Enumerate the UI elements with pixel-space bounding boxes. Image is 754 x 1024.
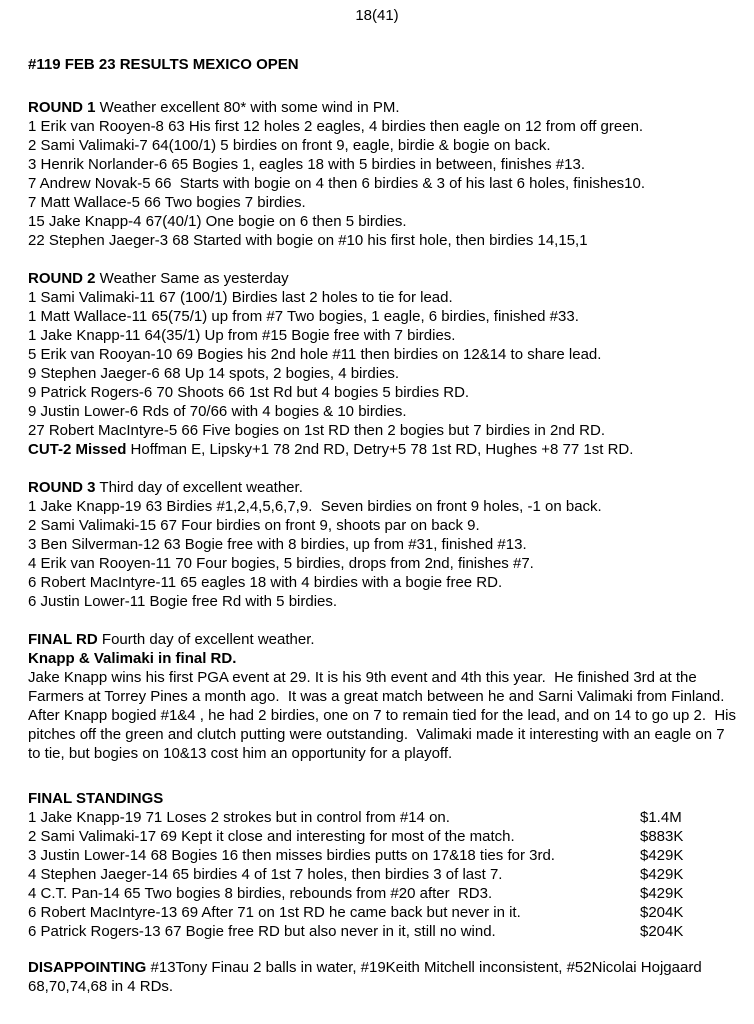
- standings-row: [28, 884, 740, 903]
- final-rd-recap-paragraph: Jake Knapp wins his first PGA event at 29. It is his 9th event and 4th this year. He finished 3rd at the Farmers at Torrey Pines a month ago. It was a great match between he and Sarni Valimaki from Finland. After Knapp bogied #1&4 , he had 2 birdies, one on 7 to remain tied for the lead, and on 14 to go up 2. His pitches off the green and clutch putting were outstanding. Valimaki made it interesting with an eagle on 7 to tie, but bogies on 10&13 cost him an opportunity for a playoff.: [28, 669, 741, 762]
- page-number-container: [0, 6, 754, 25]
- round1-result-line: 7 Andrew Novak-5 66 Starts with bogie on 4 then 6 birdies & 3 of his last 6 holes, finishes10.: [28, 175, 646, 192]
- round1-result-line: 7 Matt Wallace-5 66 Two bogies 7 birdies.: [28, 194, 306, 211]
- standings-description: 4 Stephen Jaeger-14 65 birdies 4 of 1st 7 holes, then birdies 3 of last 7.: [28, 866, 503, 883]
- cut-label: CUT-2 Missed: [28, 441, 127, 458]
- round3-result-line: 1 Jake Knapp-19 63 Birdies #1,2,4,5,6,7,9. Seven birdies on front 9 holes, -1 on back.: [28, 498, 602, 515]
- section-round-3: [28, 478, 740, 611]
- round1-heading: ROUND 1: [28, 99, 96, 116]
- round3-result-line: 4 Erik van Rooyen-11 70 Four bogies, 5 birdies, drops from 2nd, finishes #7.: [28, 555, 534, 572]
- round2-result-line: 1 Sami Valimaki-11 67 (100/1) Birdies last 2 holes to tie for lead.: [28, 289, 453, 306]
- standings-prize: $883K: [640, 828, 684, 845]
- round1-result-line: 15 Jake Knapp-4 67(40/1) One bogie on 6 then 5 birdies.: [28, 213, 407, 230]
- round1-result-line: 1 Erik van Rooyen-8 63 His first 12 holes 2 eagles, 4 birdies then eagle on 12 from off green.: [28, 118, 644, 135]
- round2-heading-line: [28, 269, 740, 288]
- round1-heading-line: [28, 98, 740, 117]
- section-round-2: [28, 269, 740, 459]
- disappointing-heading: DISAPPOINTING: [28, 959, 147, 976]
- standings-description: 3 Justin Lower-14 68 Bogies 16 then misses birdies putts on 17&18 ties for 3rd.: [28, 847, 555, 864]
- round3-result-line: 6 Robert MacIntyre-11 65 eagles 18 with 4 birdies with a bogie free RD.: [28, 574, 503, 591]
- standings-row: [28, 903, 740, 922]
- round3-result-line: 2 Sami Valimaki-15 67 Four birdies on front 9, shoots par on back 9.: [28, 517, 480, 534]
- round2-heading: ROUND 2: [28, 270, 96, 287]
- standings-prize: $204K: [640, 923, 684, 940]
- round3-result-line: 3 Ben Silverman-12 63 Bogie free with 8 birdies, up from #31, finished #13.: [28, 536, 527, 553]
- round2-result-line: 9 Patrick Rogers-6 70 Shoots 66 1st Rd but 4 bogies 5 birdies RD.: [28, 384, 470, 401]
- standings-description: 1 Jake Knapp-19 71 Loses 2 strokes but in control from #14 on.: [28, 809, 450, 826]
- round2-result-line: 27 Robert MacIntyre-5 66 Five bogies on 1st RD then 2 bogies but 7 birdies in 2nd RD.: [28, 422, 605, 439]
- round3-weather: Third day of excellent weather.: [95, 479, 303, 496]
- standings-description: 6 Robert MacIntyre-13 69 After 71 on 1st RD he came back but never in it.: [28, 904, 521, 921]
- final-rd-weather: Fourth day of excellent weather.: [97, 631, 315, 648]
- round1-result-line: 22 Stephen Jaeger-3 68 Started with bogie on #10 his first hole, then birdies 14,15,1: [28, 232, 588, 249]
- final-rd-subheading: Knapp & Valimaki in final RD.: [28, 650, 237, 667]
- standings-row: [28, 808, 740, 827]
- final-standings-heading: FINAL STANDINGS: [28, 790, 164, 807]
- page-number: 18(41): [355, 7, 399, 24]
- standings-prize: $429K: [640, 847, 684, 864]
- round1-result-line: 2 Sami Valimaki-7 64(100/1) 5 birdies on front 9, eagle, birdie & bogie on back.: [28, 137, 551, 154]
- standings-prize: $204K: [640, 904, 684, 921]
- round3-result-line: 6 Justin Lower-11 Bogie free Rd with 5 birdies.: [28, 593, 338, 610]
- standings-prize: $429K: [640, 866, 684, 883]
- standings-description: 4 C.T. Pan-14 65 Two bogies 8 birdies, rebounds from #20 after RD3.: [28, 885, 493, 902]
- page-title: #119 FEB 23 RESULTS MEXICO OPEN: [28, 56, 299, 73]
- cut-line: [28, 440, 740, 459]
- round3-heading: ROUND 3: [28, 479, 96, 496]
- round1-weather: Weather excellent 80* with some wind in PM.: [95, 99, 400, 116]
- standings-description: 2 Sami Valimaki-17 69 Kept it close and interesting for most of the match.: [28, 828, 515, 845]
- standings-row: [28, 827, 740, 846]
- round1-result-line: 3 Henrik Norlander-6 65 Bogies 1, eagles 18 with 5 birdies in between, finishes #13.: [28, 156, 585, 173]
- round2-weather: Weather Same as yesterday: [95, 270, 289, 287]
- standings-row: [28, 922, 740, 941]
- cut-text: Hoffman E, Lipsky+1 78 2nd RD, Detry+5 78 1st RD, Hughes +8 77 1st RD.: [126, 441, 634, 458]
- standings-row: [28, 865, 740, 884]
- section-final-rd: [28, 630, 740, 763]
- round2-result-line: 9 Justin Lower-6 Rds of 70/66 with 4 bogies & 10 birdies.: [28, 403, 407, 420]
- disappointing-text: #13Tony Finau 2 balls in water, #19Keith Mitchell inconsistent, #52Nicolai Hojgaard 68,70,74,68 in 4 RDs.: [28, 959, 706, 995]
- round2-result-line: 1 Matt Wallace-11 65(75/1) up from #7 Two bogies, 1 eagle, 6 birdies, finished #33.: [28, 308, 579, 325]
- standings-prize: $1.4M: [640, 809, 682, 826]
- final-rd-heading-line: [28, 630, 740, 649]
- section-disappointing: [28, 958, 740, 996]
- standings-prize: $429K: [640, 885, 684, 902]
- round2-result-line: 1 Jake Knapp-11 64(35/1) Up from #15 Bogie free with 7 birdies.: [28, 327, 456, 344]
- section-round-1: [28, 98, 740, 250]
- standings-description: 6 Patrick Rogers-13 67 Bogie free RD but also never in it, still no wind.: [28, 923, 496, 940]
- round2-result-line: 9 Stephen Jaeger-6 68 Up 14 spots, 2 bogies, 4 birdies.: [28, 365, 400, 382]
- final-rd-heading: FINAL RD: [28, 631, 98, 648]
- round3-heading-line: [28, 478, 740, 497]
- round2-result-line: 5 Erik van Rooyan-10 69 Bogies his 2nd hole #11 then birdies on 12&14 to share lead.: [28, 346, 602, 363]
- standings-row: [28, 846, 740, 865]
- disappointing-line: [28, 958, 740, 996]
- section-final-standings: [28, 789, 740, 941]
